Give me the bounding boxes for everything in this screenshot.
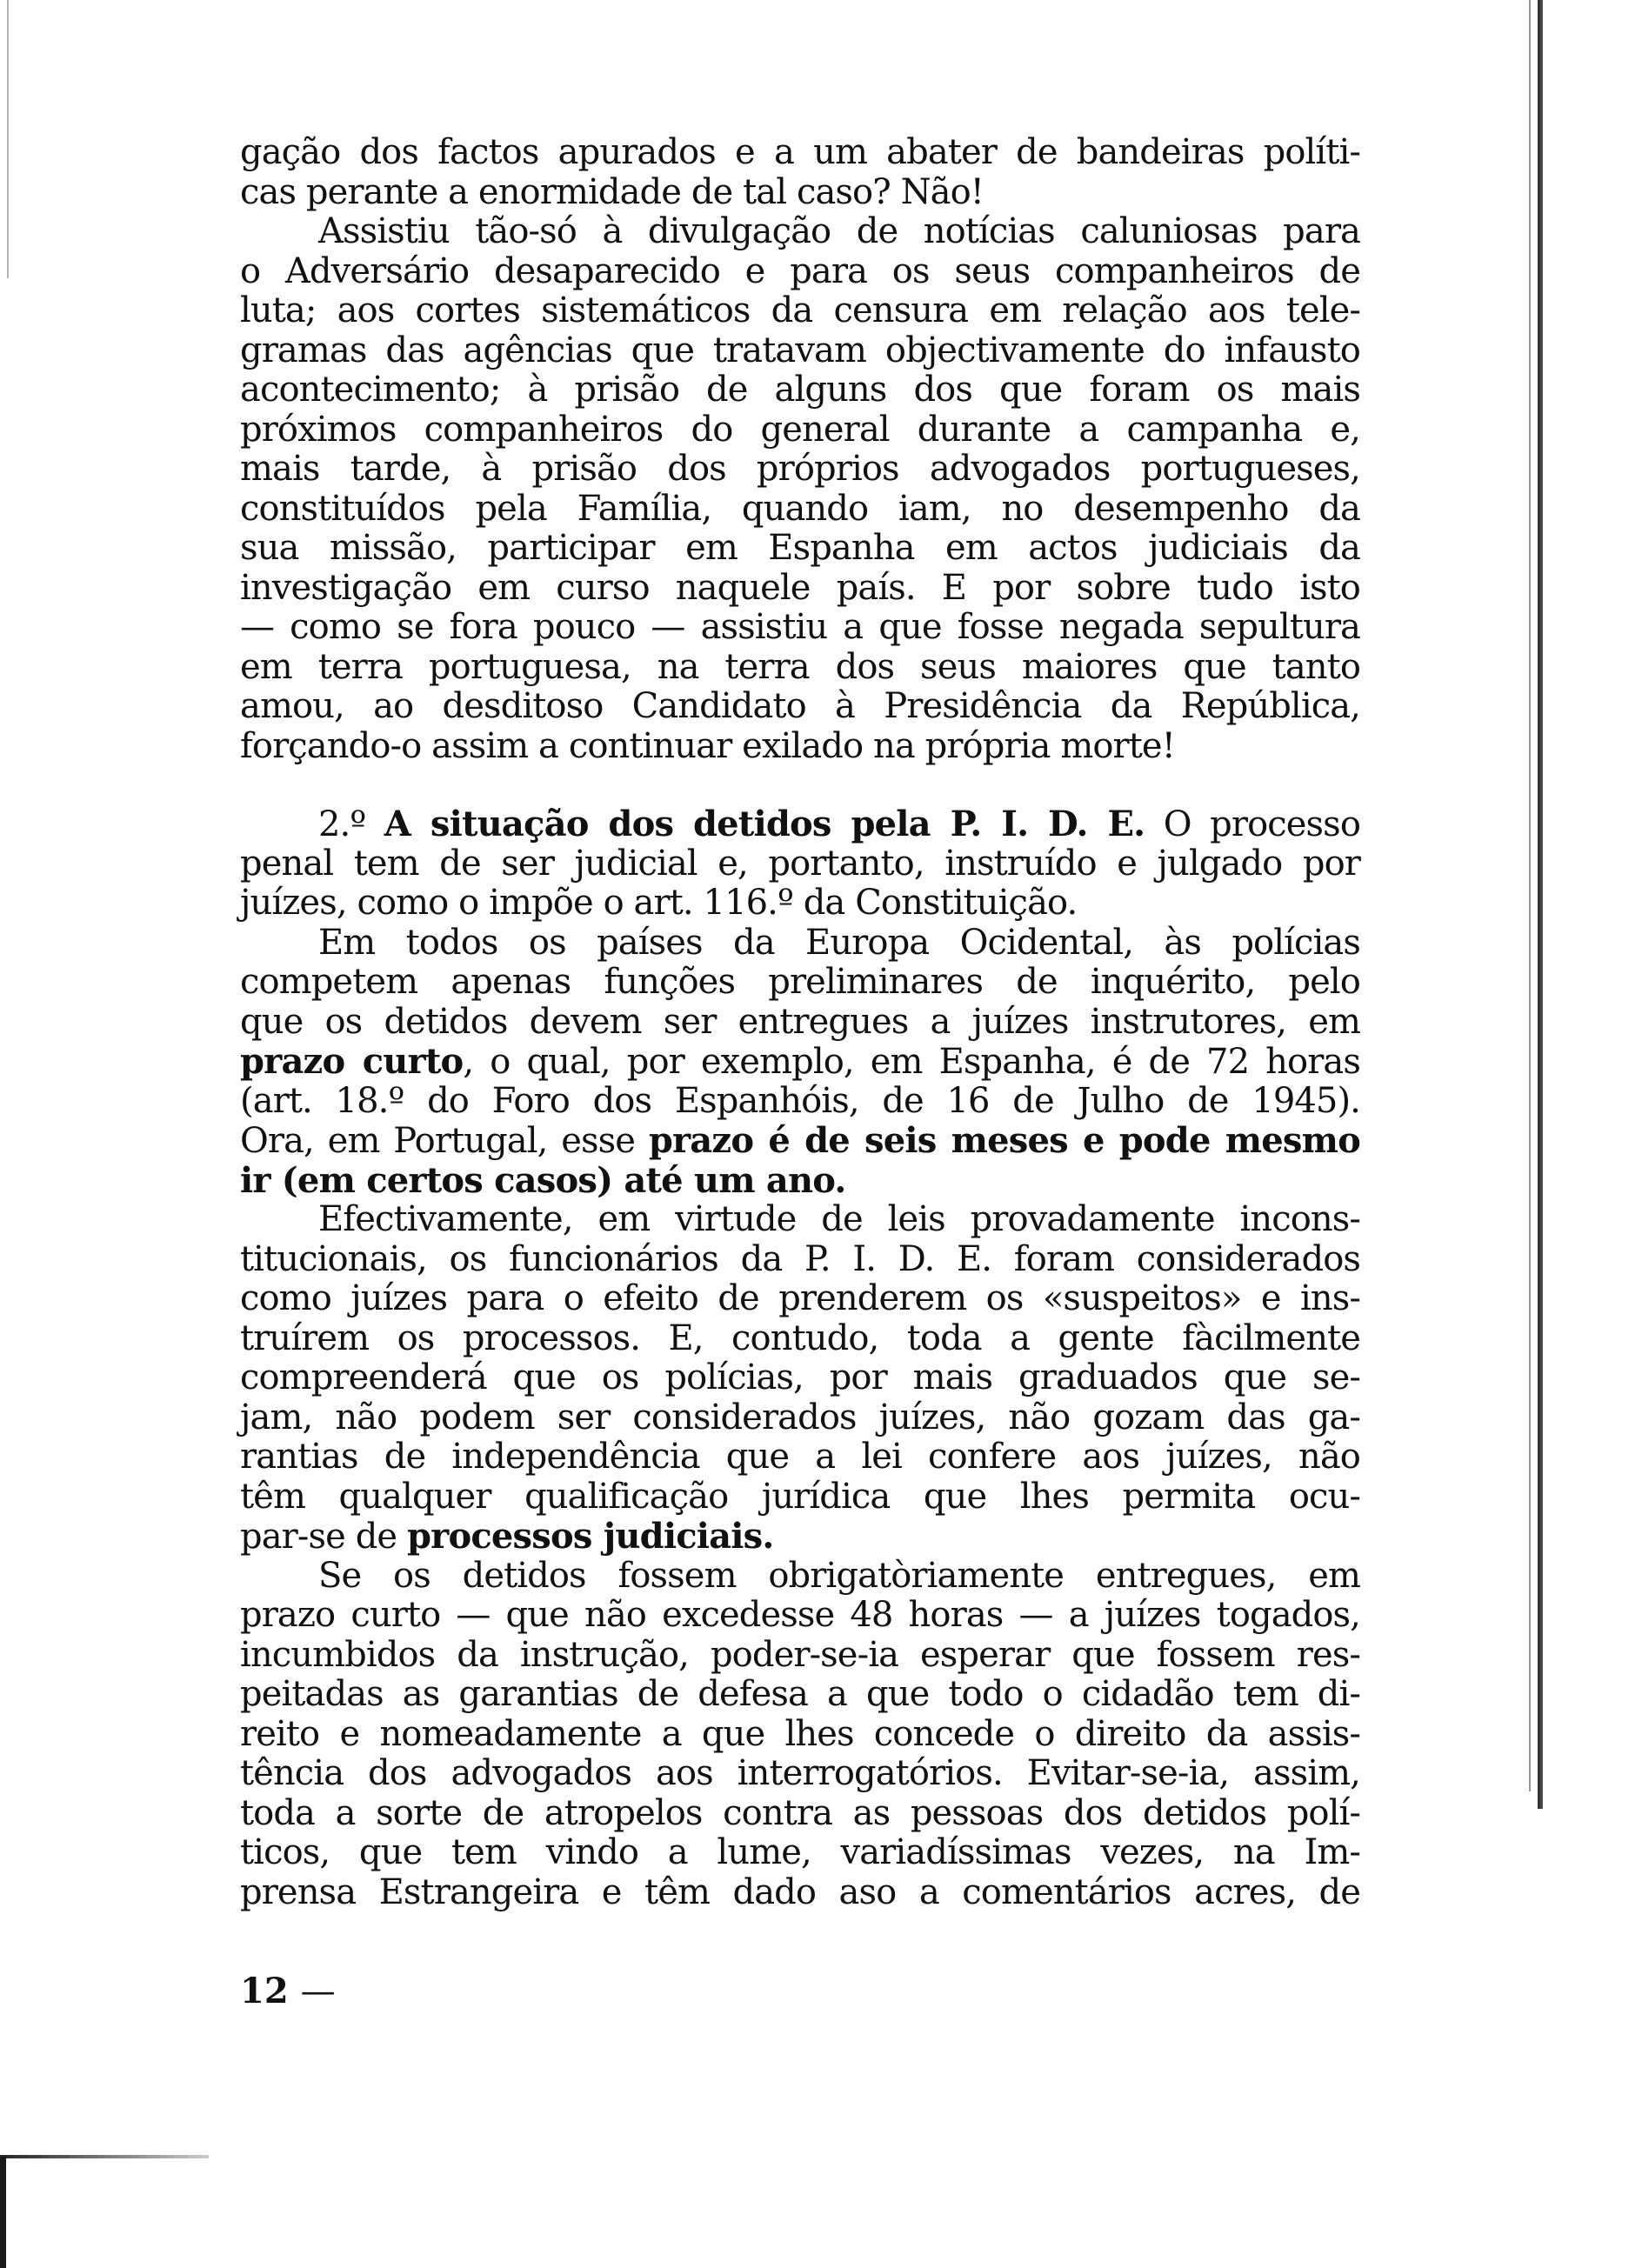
text-line xyxy=(240,1517,1360,1557)
text-line: gação dos factos apurados e a um abater de bandeiras políti- xyxy=(240,132,1360,172)
section-heading: A situação dos detidos pela P. I. D. E. xyxy=(384,804,1145,844)
section-number: 2.º xyxy=(318,804,366,844)
text-line: em terra portuguesa, na terra dos seus maiores que tanto xyxy=(240,646,1360,687)
text-line: Em todos os países da Europa Ocidental, às polícias xyxy=(318,922,1360,963)
text-line: ticos, que tem vindo a lume, variadíssimas vezes, na Im- xyxy=(240,1832,1360,1872)
text-line: luta; aos cortes sistemáticos da censura em relação aos tele- xyxy=(240,290,1360,330)
text-line: Assistiu tão-só à divulgação de notícias caluniosas para xyxy=(318,211,1360,251)
page-number-value: 12 xyxy=(240,1971,289,2011)
text-line: constituídos pela Família, quando iam, no desempenho da xyxy=(240,488,1360,529)
text-line: incumbidos da instrução, poder-se-ia esperar que fossem res- xyxy=(240,1634,1360,1675)
text-line: (art. 18.º do Foro dos Espanhóis, de 16 de Julho de 1945). xyxy=(240,1080,1360,1121)
text-line: titucionais, os funcionários da P. I. D. E. foram considerados xyxy=(240,1238,1360,1279)
text-line: tência dos advogados aos interrogatórios. Evitar-se-ia, assim, xyxy=(240,1753,1360,1793)
paragraph xyxy=(240,924,1360,1201)
text-line xyxy=(240,804,1360,844)
text-span: Ora, em Portugal, esse xyxy=(240,1121,649,1161)
text-line xyxy=(240,1042,1360,1082)
binding-edge xyxy=(1538,0,1543,1809)
text-span: par-se de xyxy=(240,1517,407,1557)
text-line: Se os detidos fossem obrigatòriamente entregues, em xyxy=(318,1555,1360,1596)
paragraph xyxy=(240,1200,1360,1557)
text-line: jam, não podem ser considerados juízes, não gozam das ga- xyxy=(240,1397,1360,1438)
text-line: prensa Estrangeira e têm dado aso a comentários acres, de xyxy=(240,1871,1360,1912)
section-gap xyxy=(240,766,1360,804)
text-line: Efectivamente, em virtude de leis provadamente incons- xyxy=(318,1199,1360,1239)
text-line: investigação em curso naquele país. E por sobre tudo isto xyxy=(240,567,1360,608)
text-line: — como se fora pouco — assistiu a que fosse negada sepultura xyxy=(240,607,1360,647)
text-line: que os detidos devem ser entregues a juízes instrutores, em xyxy=(240,1001,1360,1042)
text-line: amou, ao desditoso Candidato à Presidência da República, xyxy=(240,686,1360,726)
text-line: toda a sorte de atropelos contra as pessoas dos detidos polí- xyxy=(240,1792,1360,1833)
paragraph xyxy=(240,212,1360,766)
paragraph xyxy=(240,1557,1360,1913)
crop-mark xyxy=(7,0,9,278)
text-line: gramas das agências que tratavam objectivamente do infausto xyxy=(240,330,1360,370)
emphasis: processos judiciais. xyxy=(407,1516,774,1557)
paragraph-continuation xyxy=(240,133,1360,212)
text-line: penal tem de ser judicial e, portanto, instruído e julgado por xyxy=(240,843,1360,884)
page-edge-shadow xyxy=(1529,0,1531,1791)
emphasis: prazo é de seis meses e pode mesmo xyxy=(648,1120,1360,1161)
text-line xyxy=(240,1121,1360,1161)
crop-mark xyxy=(0,2155,209,2158)
section-heading-rest: O processo xyxy=(1163,804,1360,844)
text-line: peitadas as garantias de defesa a que todo o cidadão tem di- xyxy=(240,1674,1360,1714)
page-number-dash: — xyxy=(300,1971,336,2011)
text-line: sua missão, participar em Espanha em actos judiciais da xyxy=(240,528,1360,568)
page-number xyxy=(240,1971,336,2011)
text-line: prazo curto — que não excedesse 48 horas — a juízes togados, xyxy=(240,1595,1360,1635)
text-line: reito e nomeadamente a que lhes concede o direito da assis- xyxy=(240,1713,1360,1754)
text-line: cas perante a enormidade de tal caso? Não! xyxy=(240,171,984,212)
text-line: forçando-o assim a continuar exilado na própria morte! xyxy=(240,725,1175,766)
text-span: , o qual, por exemplo, em Espanha, é de 72 horas xyxy=(463,1042,1361,1082)
text-line: acontecimento; à prisão de alguns dos que foram os mais xyxy=(240,370,1360,410)
text-line: mais tarde, à prisão dos próprios advogados portugueses, xyxy=(240,449,1360,489)
text-line: compreenderá que os polícias, por mais graduados que se- xyxy=(240,1357,1360,1397)
text-line: têm qualquer qualificação jurídica que lhes permita ocu- xyxy=(240,1476,1360,1517)
crop-mark xyxy=(0,2157,6,2268)
body-text xyxy=(240,133,1360,1912)
emphasis: ir (em certos casos) até um ano. xyxy=(240,1159,846,1201)
text-line: juízes, como o impõe o art. 116.º da Constituição. xyxy=(240,883,1078,923)
text-line: o Adversário desaparecido e para os seus companheiros de xyxy=(240,250,1360,291)
text-line: como juízes para o efeito de prenderem os «suspeitos» e ins- xyxy=(240,1278,1360,1318)
text-line xyxy=(240,1161,1360,1201)
text-line: truírem os processos. E, contudo, toda a gente fàcilmente xyxy=(240,1317,1360,1358)
text-line: rantias de independência que a lei confere aos juízes, não xyxy=(240,1437,1360,1477)
text-line: competem apenas funções preliminares de inquérito, pelo xyxy=(240,962,1360,1002)
text-line: próximos companheiros do general durante a campanha e, xyxy=(240,409,1360,450)
section-2 xyxy=(240,804,1360,924)
emphasis: prazo curto xyxy=(240,1041,464,1082)
